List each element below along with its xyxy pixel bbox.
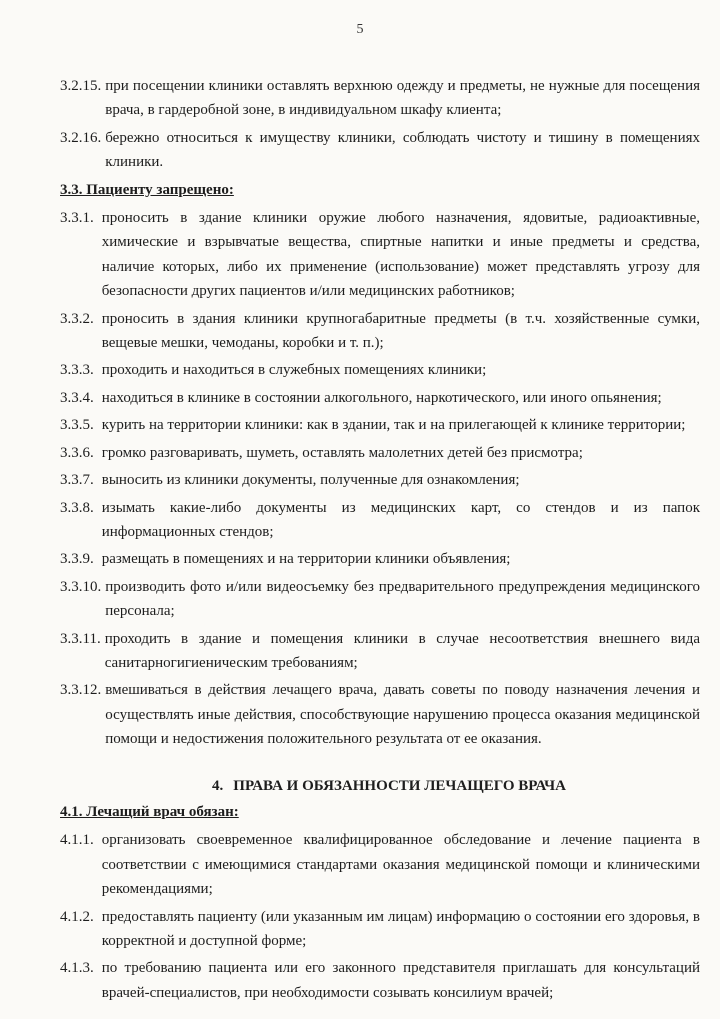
item-text: при посещении клиники оставлять верхнюю одежду и предметы, не нужные для посещения врача, в гардеробной зоне, в индивидуальном шкафу клиента;	[105, 78, 700, 119]
item-number: 4.1.2.	[60, 908, 94, 925]
item-number: 3.3.9.	[60, 551, 94, 568]
list-item	[60, 441, 700, 465]
list-item	[60, 575, 700, 624]
item-text: предоставлять пациенту (или указанным им лицам) информацию о состоянии его здоровья, в корректной и доступной форме;	[101, 908, 700, 949]
item-text: находиться в клинике в состоянии алкогольного, наркотического, или иного опьянения;	[101, 389, 662, 406]
list-item	[60, 828, 700, 901]
item-number: 3.3.11.	[60, 630, 101, 647]
section-title-text: ПРАВА И ОБЯЗАННОСТИ ЛЕЧАЩЕГО ВРАЧА	[233, 777, 566, 794]
item-text: размещать в помещениях и на территории клиники объявления;	[101, 551, 511, 568]
item-number: 4.1.1.	[60, 832, 94, 849]
subsection-heading-4-1: 4.1. Лечащий врач обязан:	[60, 803, 239, 820]
list-item	[60, 386, 700, 410]
list-item	[60, 956, 700, 1005]
item-text: проходить и находиться в служебных помещениях клиники;	[101, 362, 487, 379]
item-text: курить на территории клиники: как в здании, так и на прилегающей к клинике территории;	[101, 417, 686, 434]
item-text: бережно относиться к имуществу клиники, соблюдать чистоту и тишину в помещениях клиники.	[105, 129, 700, 171]
item-number: 3.2.16.	[60, 129, 102, 146]
item-number: 3.3.2.	[60, 310, 94, 327]
item-text: проходить в здание и помещения клиники в случае несоответствия внешнего вида санитарногигиеническим требованиям;	[104, 630, 700, 671]
document-body	[60, 74, 700, 1008]
item-text: проносить в здания клиники крупногабаритные предметы (в т.ч. хозяйственные сумки, вещевые мешки, чемоданы, коробки и т. п.);	[101, 310, 700, 352]
list-item	[60, 206, 700, 304]
item-number: 3.3.3.	[60, 362, 94, 379]
list-item	[60, 547, 700, 571]
list-item	[60, 678, 700, 751]
list-item	[60, 627, 700, 676]
item-number: 3.3.5.	[60, 417, 94, 434]
item-number: 3.3.8.	[60, 499, 94, 516]
list-item	[60, 468, 700, 492]
list-item	[60, 126, 700, 175]
item-number: 3.3.1.	[60, 210, 94, 227]
item-number: 3.3.12.	[60, 682, 102, 699]
item-number: 3.3.6.	[60, 444, 94, 461]
item-number: 3.3.10.	[60, 578, 102, 595]
item-text: организовать своевременное квалифицированное обследование и лечение пациента в соответствии с имеющимися стандартами оказания медицинской помощи и клиническими рекомендациями;	[101, 832, 700, 898]
item-text: громко разговаривать, шуметь, оставлять малолетних детей без присмотра;	[101, 444, 583, 461]
section-number: 4.	[212, 777, 224, 794]
item-text: производить фото и/или видеосъемку без предварительного предупреждения медицинского персонала;	[105, 578, 700, 620]
list-item	[60, 496, 700, 545]
item-text: вмешиваться в действия лечащего врача, давать советы по поводу назначения лечения и осуществлять иные действия, способствующие нарушению процесса оказания медицинской помощи и недостижения положительного результата от ее оказания.	[105, 682, 700, 748]
list-item	[60, 74, 700, 123]
item-number: 4.1.3.	[60, 960, 94, 977]
item-text: проносить в здание клиники оружие любого назначения, ядовитые, радиоактивные, химические и взрывчатые вещества, спиртные напитки и иные предметы и средства, наличие которых, либо их применение (использование) может представлять угрозу для безопасности других пациентов и/или медицинских работников;	[101, 210, 700, 300]
item-text: по требованию пациента или его законного представителя приглашать для консультаций врачей-специалистов, при необходимости созывать консилиум врачей;	[101, 960, 700, 1001]
item-text: выносить из клиники документы, полученные для ознакомления;	[101, 472, 520, 489]
list-item	[60, 413, 700, 437]
list-item	[60, 905, 700, 954]
item-number: 3.3.4.	[60, 389, 94, 406]
item-number: 3.3.7.	[60, 472, 94, 489]
item-number: 3.2.15.	[60, 78, 102, 94]
section-title-4	[60, 774, 700, 798]
item-text: изымать какие-либо документы из медицинских карт, со стендов и из папок информационных стендов;	[101, 499, 700, 540]
page-number: 5	[356, 22, 364, 37]
subsection-heading-3-3: 3.3. Пациенту запрещено:	[60, 181, 234, 198]
list-item	[60, 307, 700, 356]
list-item	[60, 358, 700, 382]
